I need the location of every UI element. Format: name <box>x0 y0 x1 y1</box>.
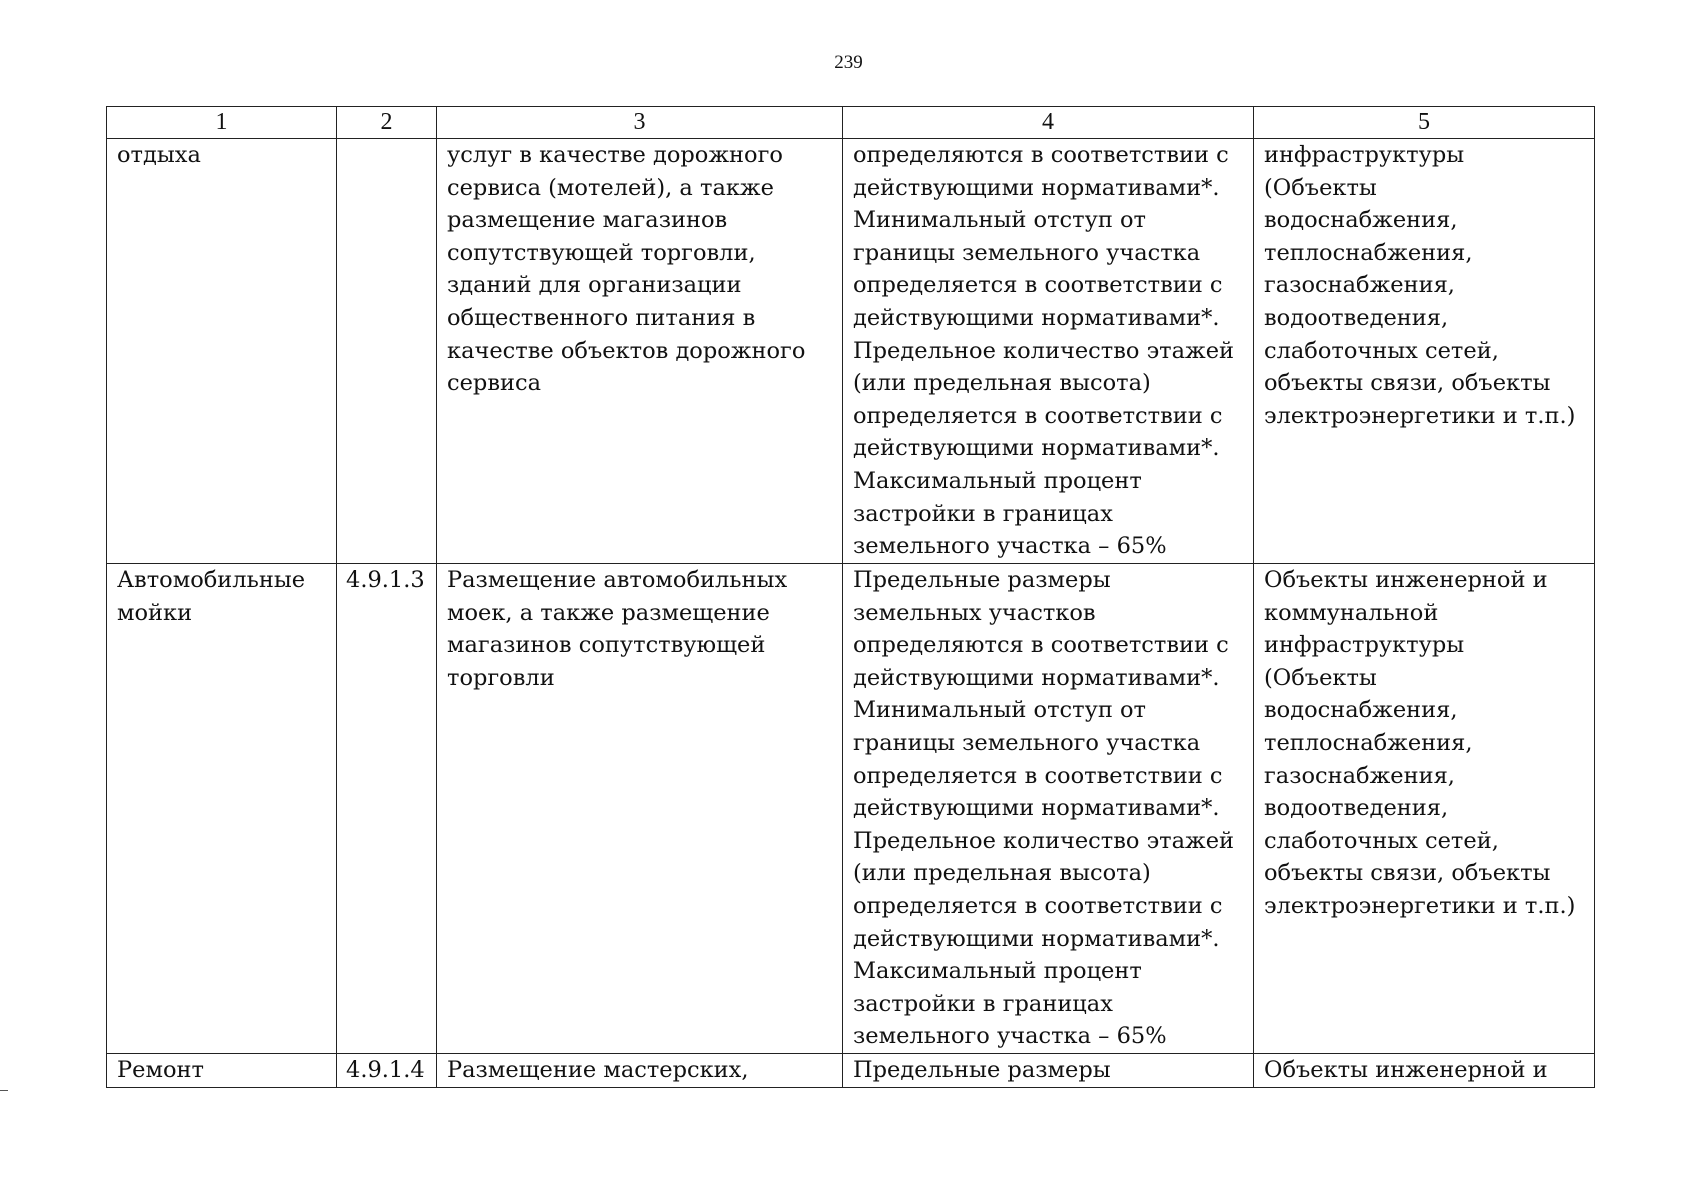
use-code-cell: 4.9.1.4 <box>337 1053 437 1087</box>
table-row <box>107 139 1595 564</box>
land-use-table <box>106 106 1595 1088</box>
column-header-3: 3 <box>437 107 843 139</box>
objects-cell: инфраструктуры (Объекты водоснабжения, теплоснабжения, газоснабжения, водоотведения, слаботочных сетей, объекты связи, объекты электроэнергетики и т.п.) <box>1254 139 1595 564</box>
use-description-cell: Размещение мастерских, <box>437 1053 843 1087</box>
objects-cell: Объекты инженерной и коммунальной инфраструктуры (Объекты водоснабжения, теплоснабжения, газоснабжения, водоотведения, слаботочных сетей, объекты связи, объекты электроэнергетики и т.п.) <box>1254 564 1595 1054</box>
parameters-cell: Предельные размеры <box>843 1053 1254 1087</box>
column-header-5: 5 <box>1254 107 1595 139</box>
use-code-cell: 4.9.1.3 <box>337 564 437 1054</box>
column-header-4: 4 <box>843 107 1254 139</box>
table-row <box>107 564 1595 1054</box>
column-header-1: 1 <box>107 107 337 139</box>
use-description-cell: Размещение автомобильных моек, а также размещение магазинов сопутствующей торговли <box>437 564 843 1054</box>
objects-cell: Объекты инженерной и <box>1254 1053 1595 1087</box>
table-row <box>107 1053 1595 1087</box>
use-code-cell <box>337 139 437 564</box>
table-header-row <box>107 107 1595 139</box>
column-header-2: 2 <box>337 107 437 139</box>
use-name-cell: Автомобильные мойки <box>107 564 337 1054</box>
use-description-cell: услуг в качестве дорожного сервиса (мотелей), а также размещение магазинов сопутствующей торговли, зданий для организации общественного питания в качестве объектов дорожного сервиса <box>437 139 843 564</box>
page-number: 239 <box>834 52 863 73</box>
use-name-cell: Ремонт <box>107 1053 337 1087</box>
parameters-cell: определяются в соответствии с действующими нормативами*. Минимальный отступ от границы земельного участка определяется в соответствии с действующими нормативами*. Предельное количество этажей (или предельная высота) определяется в соответствии с действующими нормативами*. Максимальный процент застройки в границах земельного участка – 65% <box>843 139 1254 564</box>
use-name-cell: отдыха <box>107 139 337 564</box>
parameters-cell: Предельные размеры земельных участков определяются в соответствии с действующими нормативами*. Минимальный отступ от границы земельного участка определяется в соответствии с действующими нормативами*. Предельное количество этажей (или предельная высота) определяется в соответствии с действующими нормативами*. Максимальный процент застройки в границах земельного участка – 65% <box>843 564 1254 1054</box>
scan-edge-mark <box>0 1090 8 1091</box>
